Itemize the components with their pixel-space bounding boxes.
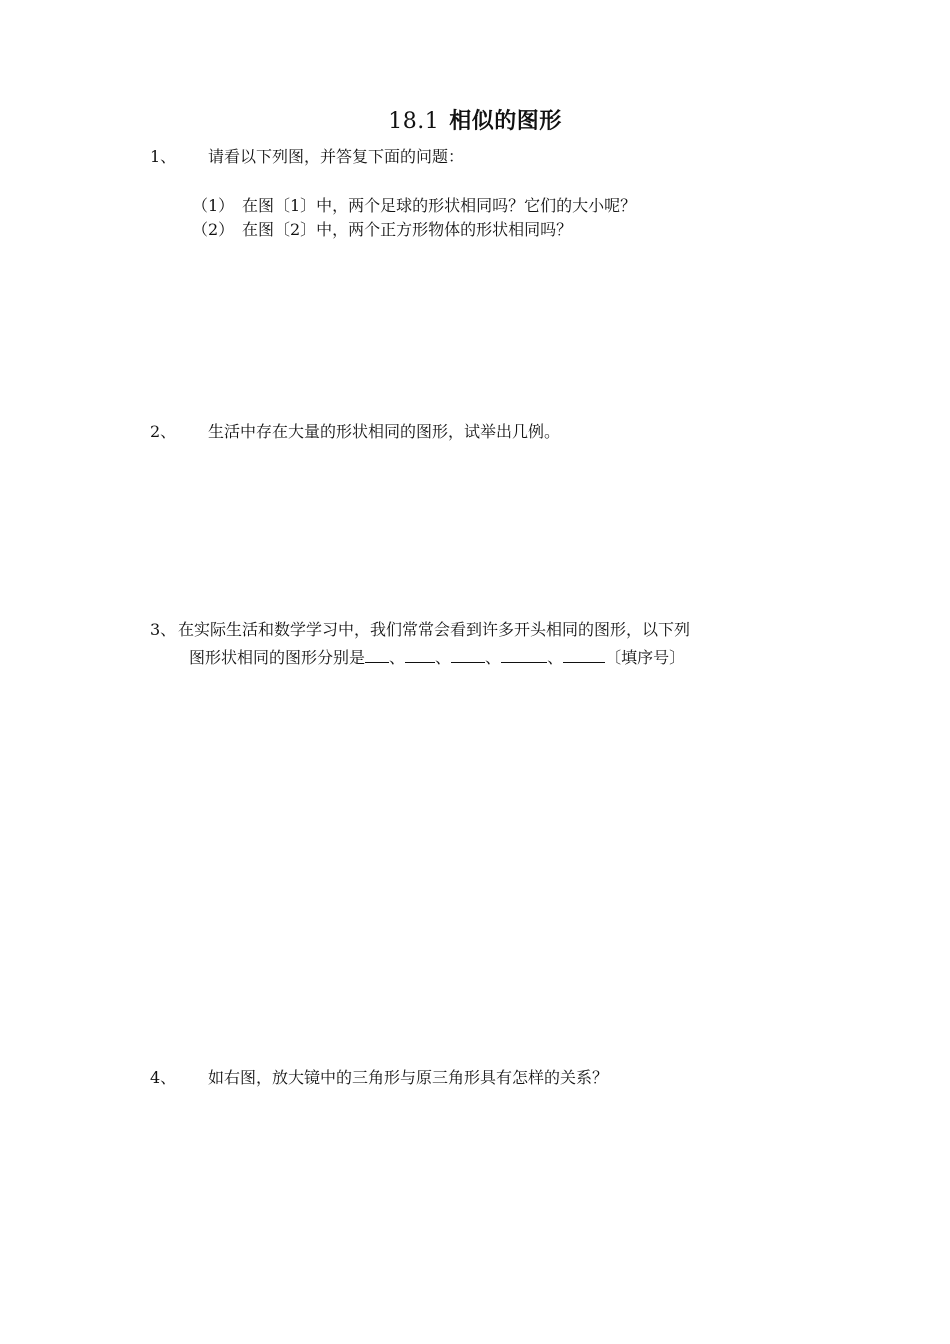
question-text: 生活中存在大量的形状相同的图形，试举出几例。 <box>208 422 561 441</box>
question-number: 3、 <box>150 620 177 639</box>
page-title <box>0 104 950 135</box>
question-2 <box>150 422 560 442</box>
answer-blank-5[interactable] <box>563 647 605 663</box>
answer-blank-1[interactable] <box>365 647 389 663</box>
sub-question-number: （2） <box>192 220 235 239</box>
question-number: 2、 <box>150 422 177 441</box>
question-3-line-1 <box>150 620 690 640</box>
separator: 、 <box>389 648 406 667</box>
answer-blank-4[interactable] <box>501 647 547 663</box>
question-number: 1、 <box>150 147 177 166</box>
question-1-sub-1 <box>192 196 636 216</box>
separator: 、 <box>485 648 502 667</box>
fill-hint: 〔填序号〕 <box>605 648 686 667</box>
section-number: 18.1 <box>388 109 440 134</box>
question-1 <box>150 147 464 167</box>
question-text: 请看以下列图，并答复下面的问题： <box>208 147 465 166</box>
separator: 、 <box>547 648 564 667</box>
question-4 <box>150 1068 608 1088</box>
question-text: 如右图，放大镜中的三角形与原三角形具有怎样的关系？ <box>208 1068 609 1087</box>
question-text-continued: 图形状相同的图形分别是 <box>189 648 366 667</box>
separator: 、 <box>435 648 452 667</box>
answer-blank-3[interactable] <box>451 647 485 663</box>
sub-question-text: 在图〔2〕中，两个正方形物体的形状相同吗？ <box>242 220 573 239</box>
answer-blank-2[interactable] <box>405 647 435 663</box>
sub-question-number: （1） <box>192 196 235 215</box>
question-1-sub-2 <box>192 220 572 240</box>
sub-question-text: 在图〔1〕中，两个足球的形状相同吗？它们的大小呢？ <box>242 196 637 215</box>
question-3-line-2 <box>189 647 685 668</box>
section-title: 相似的图形 <box>449 108 562 134</box>
question-number: 4、 <box>150 1068 177 1087</box>
question-text: 在实际生活和数学学习中，我们常常会看到许多开头相同的图形，以下列 <box>178 620 691 639</box>
